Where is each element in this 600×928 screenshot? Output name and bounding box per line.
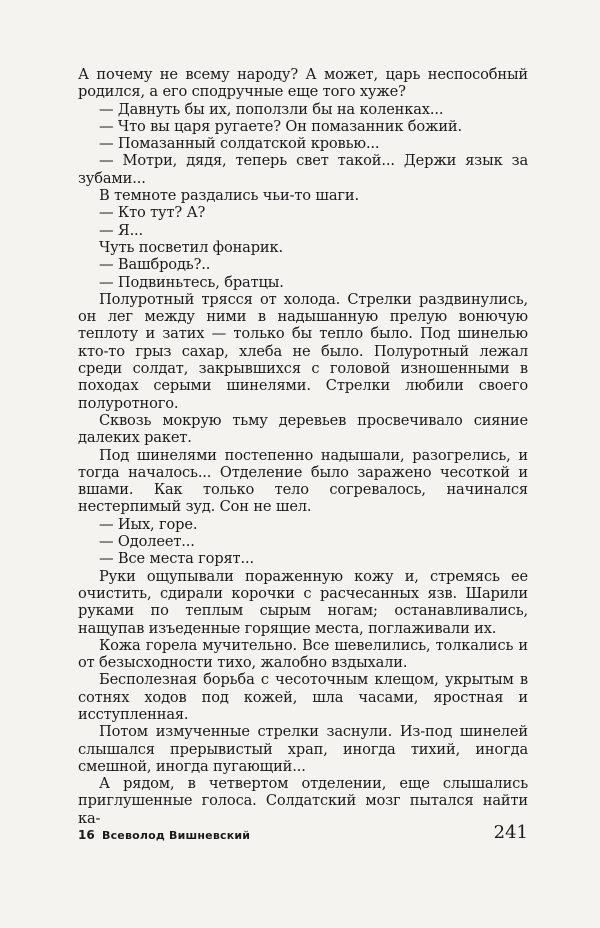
paragraph-2: — Давнуть бы их, поползли бы на коленках...	[99, 100, 444, 118]
page-number: 241	[493, 822, 528, 843]
paragraph-19: Кожа горела мучительно. Все шевелились, толкались и от безысходности тихо, жалобно вздыхали.	[78, 636, 528, 672]
paragraph-8: — Я...	[99, 221, 144, 239]
paragraph-4: — Помазанный солдатской кровью...	[99, 135, 380, 153]
paragraph-20: Бесполезная борьба с чесоточным клещом, укрытым в сотнях ходов под кожей, шла часами, яростная и исступленная.	[78, 671, 528, 723]
paragraph-13: Сквозь мокрую тьму деревьев просвечивало сияние далеких ракет.	[78, 411, 528, 447]
page-footer	[78, 822, 528, 846]
body-text	[78, 66, 528, 827]
signature-author: Всеволод Вишневский	[102, 829, 251, 842]
paragraph-9: Чуть посветил фонарик.	[99, 238, 283, 256]
paragraph-5: — Мотри, дядя, теперь свет такой... Держи язык за зубами...	[78, 152, 528, 187]
paragraph-1: А почему не всему народу? А может, царь неспособный родился, а его сподручные еще того хуже?	[78, 66, 528, 101]
signature-number: 16	[78, 828, 95, 842]
paragraph-7: — Кто тут? А?	[99, 204, 206, 222]
paragraph-18: Руки ощупывали пораженную кожу и, стремясь ее очистить, сдирали корочки с расчесанных язв. Шарили руками по теплым сырым ногам; останавливались, нащупав изъеденные горящие места, поглаживали их.	[78, 567, 528, 637]
paragraph-3: — Что вы царя ругаете? Он помазанник божий.	[99, 117, 462, 135]
paragraph-6: В темноте раздались чьи-то шаги.	[99, 187, 359, 205]
paragraph-16: — Одолеет...	[99, 533, 195, 551]
paragraph-22: А рядом, в четвертом отделении, еще слышались приглушенные голоса. Солдатский мозг пытался найти ка-	[78, 775, 528, 827]
paragraph-10: — Вашбродь?..	[99, 256, 211, 274]
paragraph-11: — Подвиньтесь, братцы.	[99, 273, 284, 291]
paragraph-12: Полуротный трясся от холода. Стрелки раздвинулись, он лег между ними в надышанную прелую вонючую теплоту и затих — только бы тепло было. Под шинелью кто-то грыз сахар, хлеба не было. Полуротный лежал среди солдат, закрывшихся с головой изношенными в походах серыми шинелями. Стрелки любили своего полуротного.	[78, 290, 528, 412]
paragraph-21: Потом измученные стрелки заснули. Из-под шинелей слышался прерывистый храп, иногда тихий, иногда смешной, иногда пугающий...	[78, 723, 528, 775]
paragraph-14: Под шинелями постепенно надышали, разогрелись, и тогда началось... Отделение было заражено чесоткой и вшами. Как только тело согревалось, начинался нестерпимый зуд. Сон не шел.	[78, 446, 528, 516]
paragraph-17: — Все места горят...	[99, 550, 254, 568]
paragraph-15: — Иых, горе.	[99, 515, 198, 533]
